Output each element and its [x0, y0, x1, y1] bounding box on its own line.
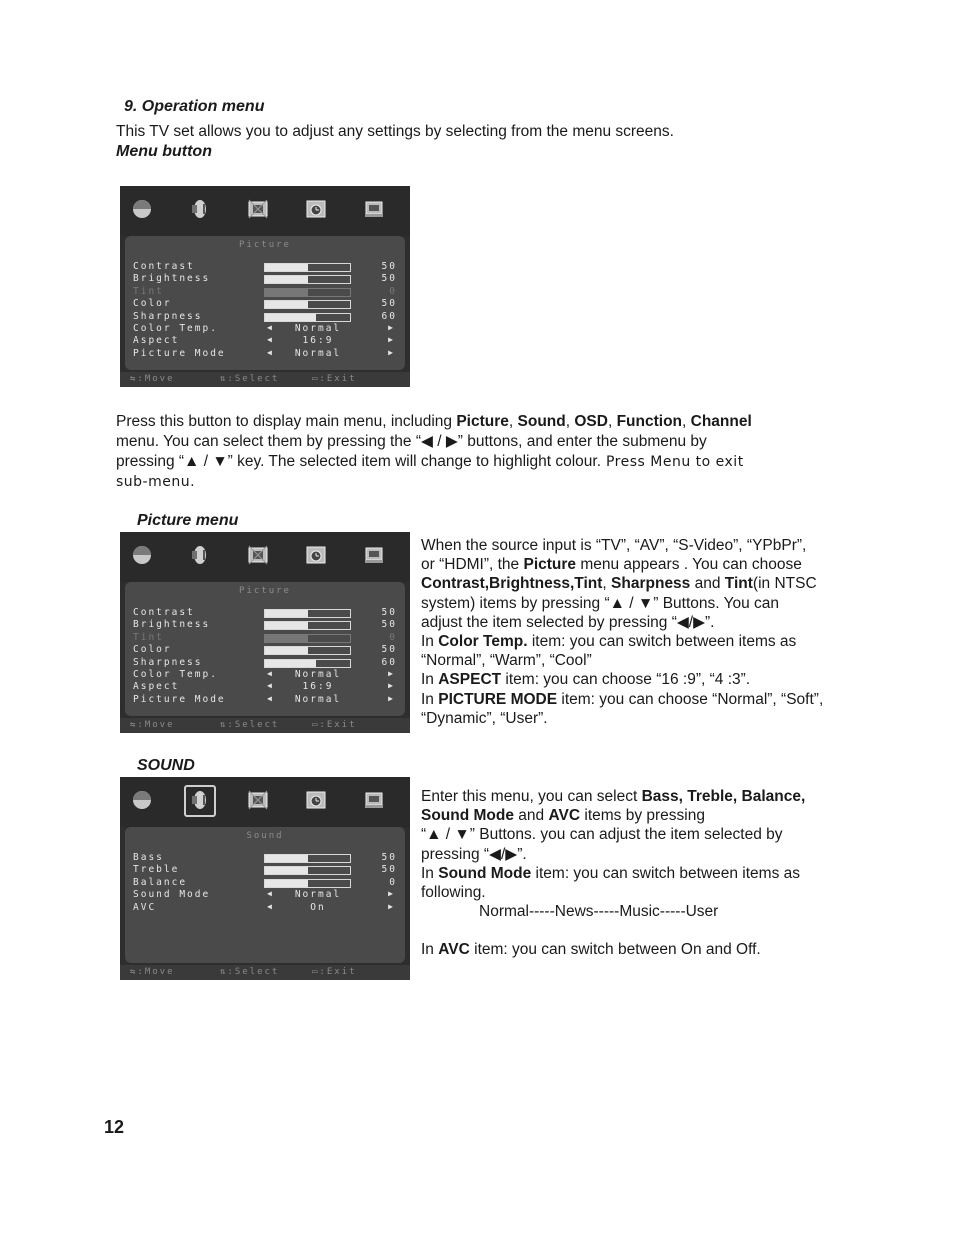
osd-slider-bar[interactable]: [264, 646, 351, 655]
exit-hint: ▭:Exit: [312, 374, 357, 384]
menu-desc-line1: Press this button to display main menu, including Picture, Sound, OSD, Function, Channel: [116, 413, 752, 430]
osd-slider-fill: [265, 855, 308, 862]
osd-row-value: 60: [381, 310, 397, 322]
osd-row-label: Treble: [133, 864, 180, 876]
osd-option-value: 16:9: [302, 335, 334, 347]
osd-row-label: Contrast: [133, 607, 195, 618]
channel-icon[interactable]: [362, 198, 386, 220]
osd-option-value: Normal: [294, 347, 342, 359]
select-hint: ⇅:Select: [220, 374, 280, 384]
move-hint: ⇆:Move: [130, 720, 175, 730]
osd-row-label: Aspect: [133, 681, 180, 693]
osd-slider-fill: [265, 880, 308, 887]
osd-row-label: Sharpness: [133, 310, 203, 322]
osd-option-row[interactable]: [133, 889, 397, 901]
sound-desc-line: “▲ / ▼” Buttons. you can adjust the item selected by: [421, 826, 783, 844]
osd-option-row[interactable]: [133, 669, 397, 681]
osd-row-label: Contrast: [133, 261, 195, 272]
sound-desc-line: Sound Mode and AVC items by pressing: [421, 807, 705, 825]
left-arrow-icon[interactable]: ◀: [267, 901, 274, 911]
osd-row-label: Aspect: [133, 335, 180, 347]
osd-option-value: Normal: [294, 669, 342, 680]
osd-option-row[interactable]: [133, 335, 397, 347]
exit-hint: ▭:Exit: [312, 967, 357, 977]
osd-slider-row[interactable]: [133, 877, 397, 889]
osd-slider-bar[interactable]: [264, 854, 351, 863]
osd-row-label: Color: [133, 644, 172, 656]
function-icon[interactable]: [304, 544, 328, 566]
right-arrow-icon[interactable]: ▶: [388, 889, 395, 899]
picture-desc-line: In Color Temp. item: you can switch between items as: [421, 633, 797, 651]
osd-panel-title: Picture: [239, 586, 291, 596]
osd-row-value: 0: [389, 876, 397, 888]
osd-option-value: On: [310, 901, 326, 913]
picture-desc-line: When the source input is “TV”, “AV”, “S-Video”, “YPbPr”,: [421, 537, 807, 554]
osd-icon-bar: [120, 532, 410, 582]
sound-mode-options: Normal-----News-----Music-----User: [479, 903, 719, 921]
picture-icon[interactable]: [130, 789, 154, 811]
osd-row-label: Sound Mode: [133, 889, 211, 901]
osd-option-row[interactable]: [133, 681, 397, 693]
osd-icon[interactable]: [246, 789, 270, 811]
sound-description: [421, 787, 861, 960]
right-arrow-icon[interactable]: ▶: [388, 669, 395, 678]
osd-option-row[interactable]: [133, 323, 397, 335]
picture-desc-line: In PICTURE MODE item: you can choose “Normal”, “Soft”,: [421, 690, 824, 708]
osd-icon[interactable]: [246, 544, 270, 566]
move-hint: ⇆:Move: [130, 374, 175, 384]
osd-row-value: 50: [381, 273, 397, 285]
sound-desc-line: Enter this menu, you can select Bass, Treble, Balance,: [421, 788, 806, 805]
osd-option-value: 16:9: [302, 681, 334, 693]
sound-desc-line: following.: [421, 884, 486, 902]
right-arrow-icon[interactable]: ▶: [388, 901, 395, 911]
osd-slider-fill: [265, 301, 308, 308]
picture-desc-line: “Normal”, “Warm”, “Cool”: [421, 652, 592, 670]
osd-row-label: Sharpness: [133, 656, 203, 668]
osd-row-value: 0: [389, 285, 397, 297]
osd-row-label: Tint: [133, 631, 164, 643]
menu-desc-line3: pressing “▲ / ▼” key. The selected item will change to highlight colour. Press Menu to exit: [116, 453, 744, 470]
osd-row-label: Picture Mode: [133, 693, 226, 705]
menu-desc-line4: sub-menu.: [116, 474, 196, 490]
picture-desc-line: Contrast,Brightness,Tint, Sharpness and Tint(in NTSC: [421, 575, 817, 593]
function-icon[interactable]: [304, 789, 328, 811]
osd-panel-title: Sound: [246, 831, 284, 841]
left-arrow-icon[interactable]: ◀: [267, 889, 274, 899]
left-arrow-icon[interactable]: ◀: [267, 669, 274, 678]
osd-slider-row[interactable]: [133, 286, 397, 298]
osd-row-value: 50: [381, 261, 397, 272]
osd-slider-row[interactable]: [133, 644, 397, 656]
osd-row-value: 60: [381, 656, 397, 668]
osd-row-label: AVC: [133, 901, 157, 913]
osd-slider-fill: [265, 610, 308, 617]
picture-desc-line: system) items by pressing “▲ / ▼” Buttons. You can: [421, 594, 780, 612]
osd-slider-fill: [265, 647, 308, 654]
osd-row-label: Picture Mode: [133, 347, 226, 359]
osd-row-label: Brightness: [133, 619, 211, 631]
osd-slider-row[interactable]: [133, 632, 397, 644]
osd-picture-menu-screenshot: [120, 186, 410, 387]
left-arrow-icon[interactable]: ◀: [267, 693, 274, 703]
left-arrow-icon[interactable]: ◀: [267, 323, 274, 332]
osd-footer: [120, 372, 410, 387]
osd-slider-bar[interactable]: [264, 879, 351, 888]
osd-option-value: Normal: [294, 323, 342, 334]
osd-slider-fill: [265, 867, 308, 874]
osd-row-label: Color Temp.: [133, 669, 218, 680]
osd-icon-bar: [120, 777, 410, 827]
osd-slider-bar[interactable]: [264, 275, 351, 284]
left-arrow-icon[interactable]: ◀: [267, 681, 274, 691]
osd-picture-submenu-screenshot: [120, 532, 410, 733]
osd-slider-fill: [265, 660, 316, 667]
picture-menu-heading: Picture menu: [137, 512, 239, 529]
osd-row-value: 0: [389, 631, 397, 643]
osd-slider-fill: [265, 289, 308, 296]
osd-row-label: Balance: [133, 876, 188, 888]
osd-footer: [120, 965, 410, 980]
exit-hint: ▭:Exit: [312, 720, 357, 730]
sound-heading: SOUND: [137, 757, 195, 774]
osd-row-label: Color Temp.: [133, 323, 218, 334]
osd-slider-row[interactable]: [133, 261, 397, 273]
osd-slider-fill: [265, 264, 308, 271]
channel-icon[interactable]: [362, 789, 386, 811]
osd-sound-submenu-screenshot: [120, 777, 410, 980]
osd-row-value: 50: [381, 864, 397, 876]
osd-slider-fill: [265, 314, 316, 321]
osd-slider-fill: [265, 622, 308, 629]
sound-desc-line: In Sound Mode item: you can switch between items as: [421, 864, 801, 882]
picture-description: [421, 536, 861, 728]
picture-desc-line: “Dynamic”, “User”.: [421, 709, 548, 727]
select-hint: ⇅:Select: [220, 720, 280, 730]
channel-icon[interactable]: [362, 544, 386, 566]
right-arrow-icon[interactable]: ▶: [388, 693, 395, 703]
function-icon[interactable]: [304, 198, 328, 220]
osd-icon[interactable]: [246, 198, 270, 220]
menu-button-heading: Menu button: [116, 143, 212, 160]
osd-option-row[interactable]: [133, 694, 397, 706]
osd-row-value: 50: [381, 852, 397, 863]
osd-row-value: 50: [381, 619, 397, 631]
sound-icon[interactable]: [188, 544, 212, 566]
osd-slider-bar[interactable]: [264, 621, 351, 630]
menu-desc-line2: menu. You can select them by pressing the “◀ / ▶” buttons, and enter the submenu by: [116, 433, 707, 450]
osd-slider-row[interactable]: [133, 657, 397, 669]
osd-slider-bar[interactable]: [264, 288, 351, 297]
sound-desc-line: pressing “◀/▶”.: [421, 845, 527, 863]
osd-option-value: Normal: [294, 889, 342, 901]
osd-row-label: Tint: [133, 285, 164, 297]
right-arrow-icon[interactable]: ▶: [388, 347, 395, 357]
osd-row-value: 50: [381, 607, 397, 618]
osd-row-label: Color: [133, 298, 172, 310]
osd-row-value: 50: [381, 298, 397, 310]
osd-slider-bar[interactable]: [264, 300, 351, 309]
osd-slider-row[interactable]: [133, 852, 397, 864]
page-number: 12: [104, 1117, 125, 1137]
osd-slider-bar[interactable]: [264, 609, 351, 618]
osd-row-value: 50: [381, 644, 397, 656]
osd-icon-bar: [120, 186, 410, 236]
intro-text: This TV set allows you to adjust any settings by selecting from the menu screens.: [116, 123, 674, 140]
left-arrow-icon[interactable]: ◀: [267, 347, 274, 357]
sound-desc-line: In AVC item: you can switch between On and Off.: [421, 941, 761, 959]
select-hint: ⇅:Select: [220, 967, 280, 977]
osd-row-label: Bass: [133, 852, 164, 863]
osd-slider-row[interactable]: [133, 298, 397, 310]
osd-slider-bar[interactable]: [264, 263, 351, 272]
osd-slider-fill: [265, 276, 308, 283]
osd-slider-row[interactable]: [133, 311, 397, 323]
move-hint: ⇆:Move: [130, 967, 175, 977]
osd-option-value: Normal: [294, 693, 342, 705]
osd-panel-title: Picture: [239, 240, 291, 250]
osd-row-label: Brightness: [133, 273, 211, 285]
osd-slider-bar[interactable]: [264, 659, 351, 668]
osd-option-row[interactable]: [133, 902, 397, 914]
osd-slider-bar[interactable]: [264, 866, 351, 875]
left-arrow-icon[interactable]: ◀: [267, 335, 274, 345]
right-arrow-icon[interactable]: ▶: [388, 323, 395, 332]
menu-description: [116, 412, 856, 492]
osd-slider-row[interactable]: [133, 864, 397, 876]
osd-slider-row[interactable]: [133, 607, 397, 619]
osd-slider-bar[interactable]: [264, 313, 351, 322]
osd-slider-row[interactable]: [133, 619, 397, 631]
picture-icon[interactable]: [130, 544, 154, 566]
sound-icon[interactable]: [188, 198, 212, 220]
osd-footer: [120, 718, 410, 733]
picture-desc-line: adjust the item selected by pressing “◀/▶”.: [421, 613, 715, 631]
picture-desc-line: In ASPECT item: you can choose “16 :9”, “4 :3”.: [421, 671, 751, 689]
osd-slider-bar[interactable]: [264, 634, 351, 643]
picture-icon[interactable]: [130, 198, 154, 220]
osd-slider-fill: [265, 635, 308, 642]
right-arrow-icon[interactable]: ▶: [388, 335, 395, 345]
osd-option-row[interactable]: [133, 348, 397, 360]
right-arrow-icon[interactable]: ▶: [388, 681, 395, 691]
section-title: 9. Operation menu: [124, 98, 265, 115]
osd-slider-row[interactable]: [133, 273, 397, 285]
selected-icon-highlight: [184, 785, 216, 817]
picture-desc-line: or “HDMI”, the Picture menu appears . You can choose: [421, 556, 802, 574]
